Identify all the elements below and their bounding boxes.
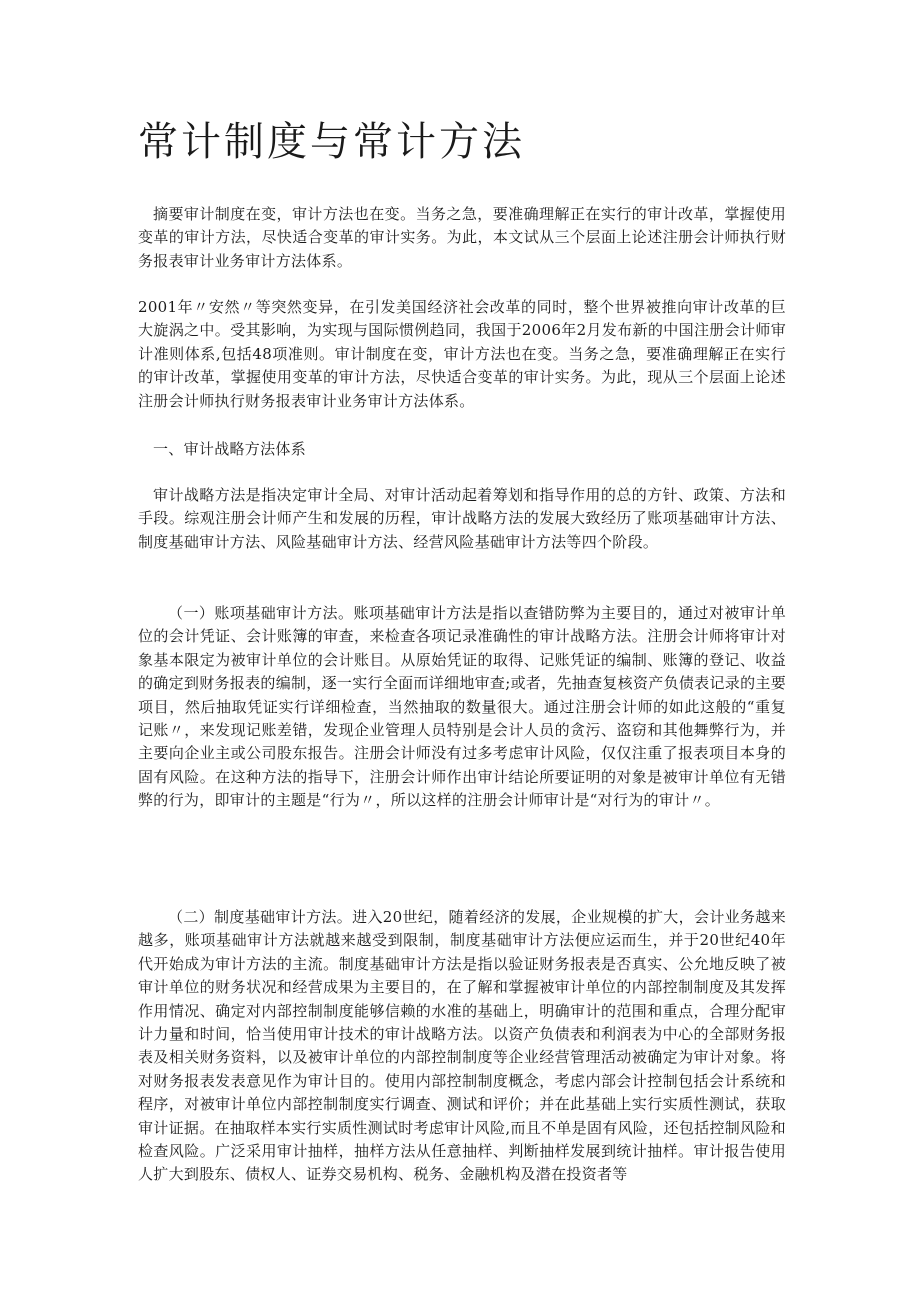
section-heading-1: 一、审计战略方法体系: [153, 440, 307, 458]
body-paragraph-strategy: 审计战略方法是指决定审计全局、对审计活动起着筹划和指导作用的总的方针、政策、方法和手段。综观注册会计师产生和发展的历程，审计战略方法的发展大致经历了账项基础审计方法、制度基础审计方法、风险基础审计方法、经营风险基础审计方法等四个阶段。: [138, 486, 786, 551]
document-title: 常计制度与常计方法: [138, 119, 525, 165]
body-paragraph-system-based: （二）制度基础审计方法。进入20世纪，随着经济的发展，企业规模的扩大，会计业务越来越多，账项基础审计方法就越来越受到限制，制度基础审计方法便应运而生，并于20世纪40年代开始成为审计方法的主流。制度基础审计方法是指以验证财务报表是否真实、公允地反映了被审计单位的财务状况和经营成果为主要目的，在了解和掌握被审计单位的内部控制制度及其发挥作用情况、确定对内部控制制度能够信赖的水准的基础上，明确审计的范围和重点，合理分配审计力量和时间，恰当使用审计技术的审计战略方法。以资产负债表和利润表为中心的全部财务报表及相关财务资料，以及被审计单位的内部控制制度等企业经营管理活动被确定为审计对象。将对财务报表发表意见作为审计目的。使用内部控制制度概念，考虑内部会计控制包括会计系统和程序，对被审计单位内部控制制度实行调查、测试和评价；并在此基础上实行实质性测试，获取审计证据。在抽取样本实行实质性测试时考虑审计风险,而且不单是固有风险，还包括控制风险和检查风险。广泛采用审计抽样，抽样方法从任意抽样、判断抽样发展到统计抽样。审计报告使用人扩大到股东、债权人、证券交易机构、税务、金融机构及潜在投资者等: [138, 908, 786, 1184]
body-paragraph-intro: 2001年〃安然〃等突然变异，在引发美国经济社会改革的同时，整个世界被推向审计改革的巨大旋涡之中。受其影响，为实现与国际惯例趋同，我国于2006年2月发布新的中国注册会计师审计准则体系,包括48项准则。审计制度在变，审计方法也在变。当务之急，要准确理解正在实行的审计改革，掌握使用变革的审计方法，尽快适合变革的审计实务。为此，现从三个层面上论述注册会计师执行财务报表审计业务审计方法体系。: [138, 298, 786, 410]
abstract-paragraph: 摘要审计制度在变，审计方法也在变。当务之急，要准确理解正在实行的审计改革，掌握使用变革的审计方法，尽快适合变革的审计实务。为此，本文试从三个层面上论述注册会计师执行财务报表审计业务审计方法体系。: [138, 205, 786, 270]
body-paragraph-account-based: （一）账项基础审计方法。账项基础审计方法是指以查错防弊为主要目的，通过对被审计单位的会计凭证、会计账簿的审查，来检查各项记录准确性的审计战略方法。注册会计师将审计对象基本限定为被审计单位的会计账目。从原始凭证的取得、记账凭证的编制、账簿的登记、收益的确定到财务报表的编制，逐一实行全面而详细地审查;或者，先抽查复核资产负债表记录的主要项目，然后抽取凭证实行详细检查，当然抽取的数量很大。通过注册会计师的如此这般的“重复记账〃，来发现记账差错，发现企业管理人员特别是会计人员的贪污、盗窃和其他舞弊行为，并主要向企业主或公司股东报告。注册会计师没有过多考虑审计风险，仅仅注重了报表项目本身的固有风险。在这种方法的指导下，注册会计师作出审计结论所要证明的对象是被审计单位有无错弊的行为，即审计的主题是“行为〃，所以这样的注册会计师审计是“对行为的审计〃。: [138, 604, 786, 810]
